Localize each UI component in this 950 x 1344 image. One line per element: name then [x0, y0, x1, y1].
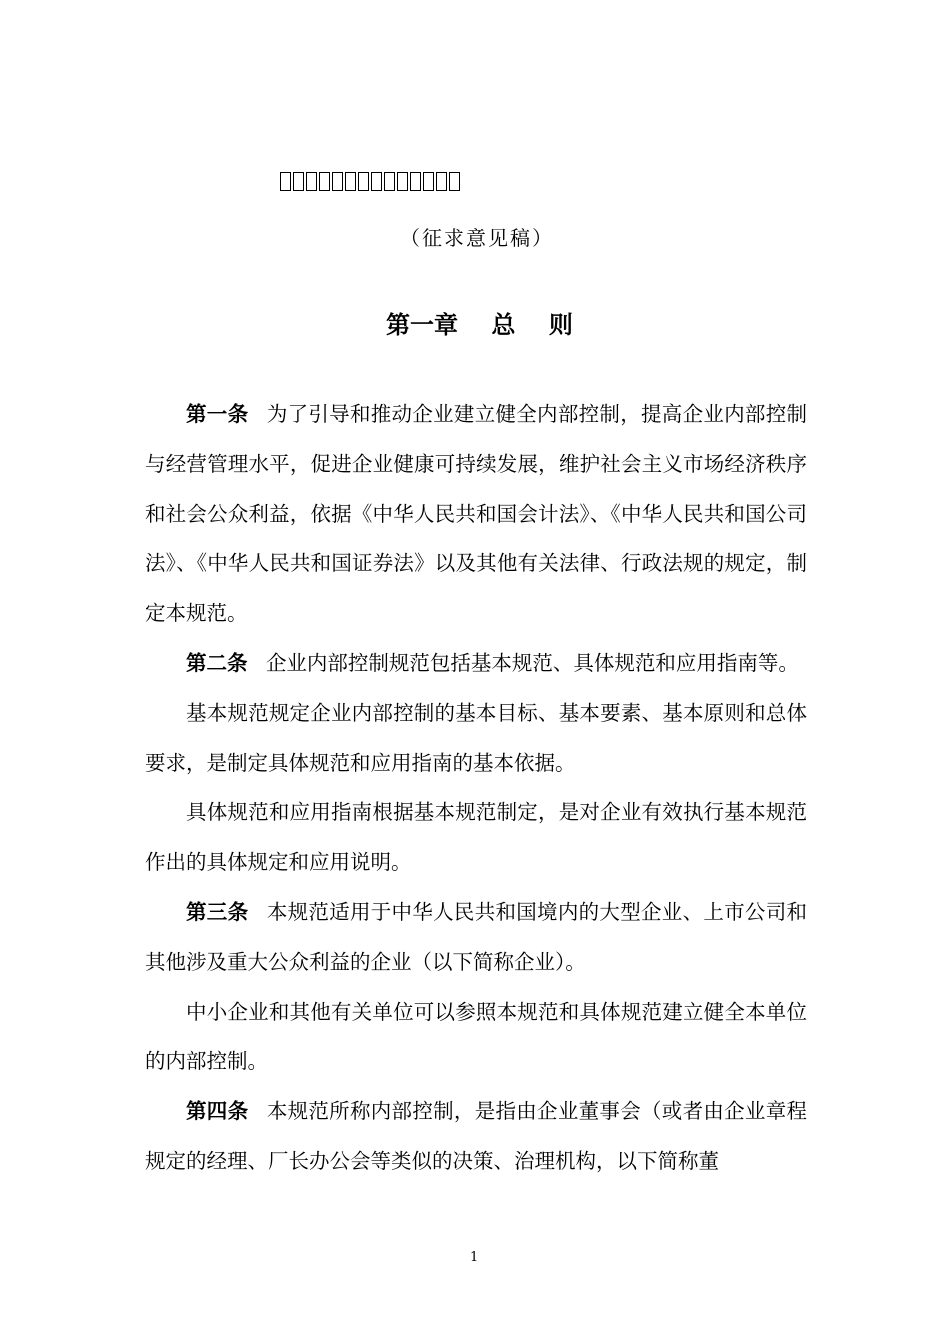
missing-glyph-box	[306, 172, 317, 191]
article-text: 本规范适用于中华人民共和国境内的大型企业、上市公司和其他涉及重大公众利益的企业（以下简称企业）。	[145, 899, 808, 974]
paragraph-text: 基本规范规定企业内部控制的基本目标、基本要素、基本原则和总体要求，是制定具体规范和应用指南的基本依据。	[145, 700, 807, 775]
missing-glyph-box	[410, 172, 421, 191]
missing-glyph-box	[332, 172, 343, 191]
document-title-missing-glyphs	[280, 166, 700, 196]
paragraph-text: 具体规范和应用指南根据基本规范制定，是对企业有效执行基本规范作出的具体规定和应用说明。	[145, 800, 807, 875]
paragraph-basic-standard	[145, 689, 807, 789]
paragraph-text: 中小企业和其他有关单位可以参照本规范和具体规范建立健全本单位的内部控制。	[145, 999, 807, 1074]
missing-glyph-box	[384, 172, 395, 191]
missing-glyph-box	[345, 172, 356, 191]
article-text: 本规范所称内部控制，是指由企业董事会（或者由企业章程规定的经理、厂长办公会等类似的决策、治理机构，以下简称董	[145, 1099, 808, 1173]
missing-glyph-box	[449, 172, 460, 191]
paragraph-article-1	[145, 390, 807, 639]
chapter-heading: 第一章 总 则	[386, 311, 573, 339]
missing-glyph-box	[436, 172, 447, 191]
document-body	[145, 390, 807, 1187]
paragraph-specific-standard	[145, 788, 807, 888]
missing-glyph-box	[280, 172, 291, 191]
article-label: 第四条	[186, 1099, 249, 1124]
missing-glyph-box	[319, 172, 330, 191]
document-subtitle: （征求意见稿）	[400, 226, 554, 250]
page-number: 1	[470, 1250, 479, 1265]
article-label: 第一条	[186, 402, 249, 426]
missing-glyph-box	[293, 172, 304, 191]
article-text: 企业内部控制规范包括基本规范、具体规范和应用指南等。	[265, 650, 799, 675]
missing-glyph-box	[397, 172, 408, 191]
paragraph-article-2	[145, 639, 807, 689]
missing-glyph-box	[371, 172, 382, 191]
missing-glyph-box	[423, 172, 434, 191]
article-label: 第二条	[186, 650, 248, 675]
article-label: 第三条	[186, 899, 249, 924]
article-text: 为了引导和推动企业建立健全内部控制，提高企业内部控制与经营管理水平，促进企业健康可持续发展，维护社会主义市场经济秩序和社会公众利益，依据《中华人民共和国会计法》、《中华人民共和国公司法》、《中华人民共和国证券法》以及其他有关法律、行政法规的规定，制定本规范。	[145, 402, 808, 626]
paragraph-article-4	[145, 1087, 807, 1187]
paragraph-article-3	[145, 888, 807, 988]
missing-glyph-box	[358, 172, 369, 191]
paragraph-small-enterprises	[145, 988, 807, 1088]
